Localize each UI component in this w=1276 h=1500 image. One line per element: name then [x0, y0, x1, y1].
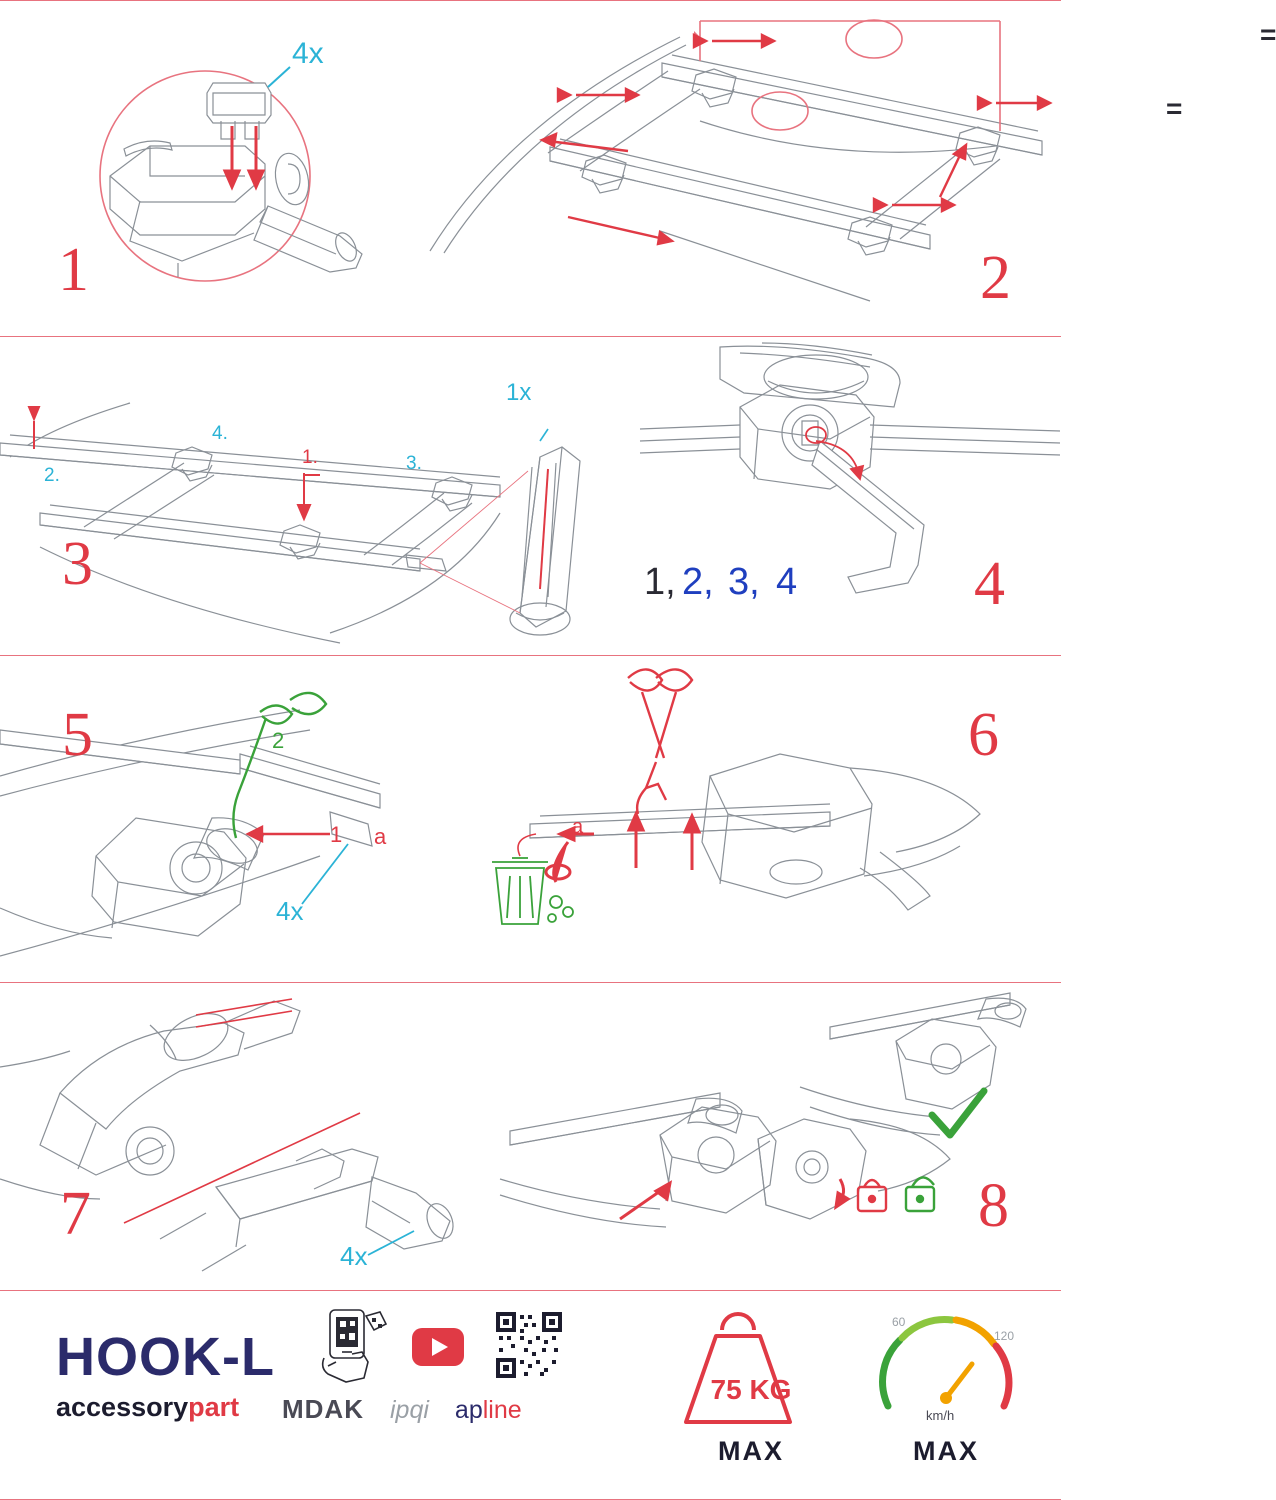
equal-marker-1: =	[1260, 19, 1276, 50]
step-3-number: 3	[62, 530, 92, 598]
step-3-marker-1: 1.	[302, 447, 318, 468]
partner-logos	[282, 1394, 522, 1425]
equal-marker-2: =	[1166, 93, 1183, 124]
tightening-order-1: 1,	[644, 561, 676, 603]
step-7-quantity-label: 4x	[340, 1241, 368, 1271]
step-3-marker-3: 3.	[406, 453, 422, 474]
svg-text:km/h: km/h	[926, 1408, 955, 1423]
step-7-panel	[0, 983, 500, 1290]
step-2-number: 2	[980, 244, 1010, 312]
step-5-panel	[0, 656, 460, 982]
step-3-marker-4: 4.	[212, 423, 228, 444]
logo-ipqi: ipqi	[390, 1396, 429, 1424]
footer	[0, 1290, 1061, 1500]
load-limit-caption: MAX	[718, 1436, 784, 1466]
step-2-panel	[400, 1, 1276, 336]
step-4-number: 4	[974, 550, 1004, 618]
speed-limit-caption: MAX	[913, 1436, 979, 1466]
step-3-marker-2: 2.	[44, 465, 60, 486]
step-1-quantity-label: 4x	[292, 37, 324, 70]
step-6-number: 6	[968, 701, 998, 769]
step-1-number: 1	[58, 236, 88, 304]
step-6-part-a-label: a	[572, 816, 584, 838]
qr-code-icon	[496, 1312, 562, 1378]
svg-text:120: 120	[994, 1329, 1015, 1343]
step-1-panel	[0, 1, 400, 336]
step-2-illustration	[400, 1, 1061, 336]
brand-name	[56, 1392, 275, 1423]
load-limit-block	[656, 1302, 846, 1467]
step-8-panel	[500, 983, 1061, 1290]
step-4-panel	[620, 337, 1061, 655]
brand-prefix: accessory	[56, 1392, 189, 1422]
speedometer-icon	[866, 1302, 1026, 1432]
qr-scan-hand-icon	[316, 1308, 402, 1384]
brand-block	[56, 1327, 275, 1423]
product-name: HOOK-L	[56, 1327, 275, 1387]
step-8-number: 8	[978, 1172, 1008, 1240]
step-8-illustration	[500, 983, 1061, 1290]
load-limit-value: 75 KG	[710, 1374, 792, 1405]
step-7-number: 7	[60, 1180, 90, 1248]
step-3-quantity-label: 1x	[506, 379, 532, 406]
weight-icon	[656, 1302, 846, 1432]
tightening-order-2: 2,	[682, 561, 714, 603]
step-5-marker-1: 1	[330, 822, 343, 847]
step-5-number: 5	[62, 701, 92, 769]
step-5-marker-2: 2	[272, 728, 285, 753]
tightening-order-3: 3,	[728, 561, 760, 603]
step-3-panel	[0, 337, 620, 655]
logo-apline: apline	[454, 1396, 522, 1424]
step-5-part-a-label: a	[374, 824, 387, 849]
tightening-order-4: 4	[776, 561, 798, 603]
youtube-icon[interactable]	[412, 1328, 464, 1366]
logo-mdak: MDAK	[282, 1394, 364, 1424]
step-6-panel	[460, 656, 1061, 982]
speed-limit-block	[866, 1302, 1026, 1467]
step-5-quantity-label: 4x	[276, 896, 304, 926]
svg-text:60: 60	[892, 1315, 906, 1329]
brand-suffix: part	[188, 1392, 240, 1422]
